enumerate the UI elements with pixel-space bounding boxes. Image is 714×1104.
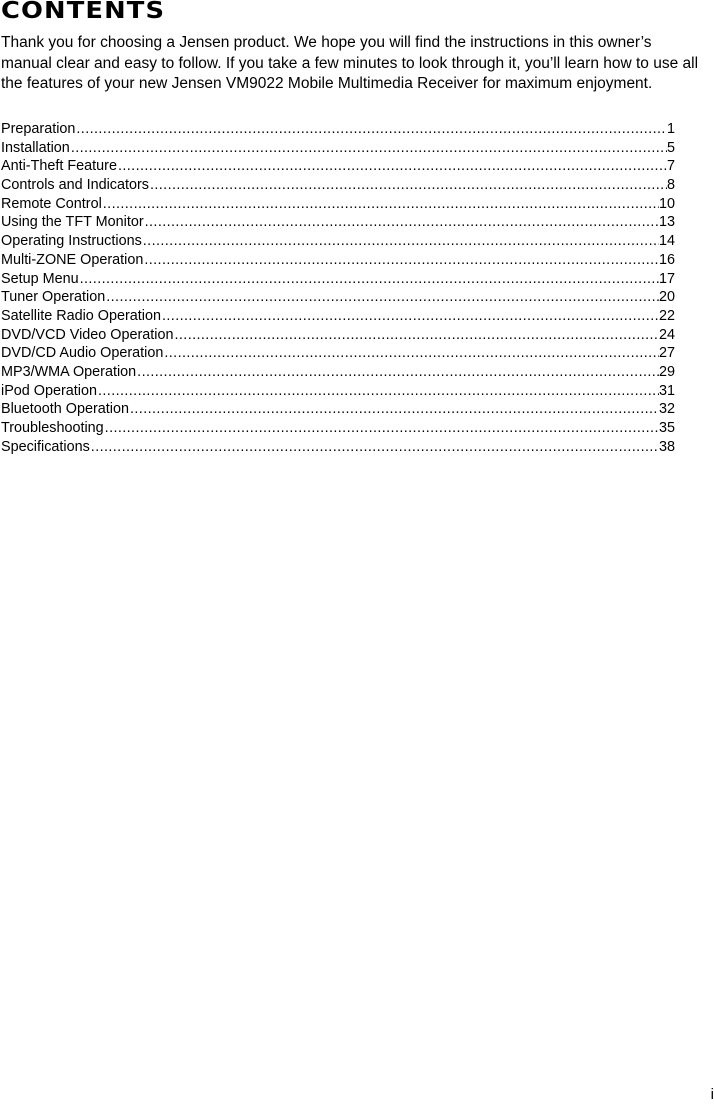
toc-entry[interactable] [1, 419, 675, 438]
toc-entry-title: Remote Control [1, 195, 102, 212]
toc-dot-leader [70, 139, 667, 158]
toc-entry-title: Multi-ZONE Operation [1, 251, 144, 268]
toc-entry[interactable] [1, 270, 675, 289]
toc-dot-leader [102, 195, 659, 214]
toc-entry-title: DVD/CD Audio Operation [1, 345, 164, 362]
toc-dot-leader [142, 232, 659, 251]
toc-entry[interactable] [1, 438, 675, 457]
toc-dot-leader [90, 438, 659, 457]
toc-entry-title: Tuner Operation [1, 289, 106, 306]
toc-entry-page: 32 [658, 401, 675, 418]
toc-entry-page: 13 [658, 214, 675, 231]
toc-entry[interactable] [1, 176, 675, 195]
toc-entry[interactable] [1, 382, 675, 401]
toc-entry-page: 27 [658, 345, 675, 362]
toc-entry[interactable] [1, 120, 675, 139]
toc-dot-leader [174, 326, 659, 345]
toc-dot-leader [161, 307, 659, 326]
toc-dot-leader [149, 176, 667, 195]
toc-dot-leader [129, 400, 659, 419]
page-number: i [710, 1086, 714, 1103]
toc-entry-title: MP3/WMA Operation [1, 363, 137, 380]
intro-paragraph: Thank you for choosing a Jensen product. We hope you will find the instructions in this owner’s manual clear and easy to follow. If you take a few minutes to look through it, you’ll learn how to use all the features of your new Jensen VM9022 Mobile Multimedia Receiver for maximum enjoyment. [1, 34, 699, 92]
toc-dot-leader [143, 251, 659, 270]
toc-entry-title: Specifications [1, 438, 90, 455]
toc-dot-leader [117, 157, 667, 176]
toc-entry-page: 14 [658, 233, 675, 250]
toc-entry-page: 38 [658, 438, 675, 455]
toc-dot-leader [104, 419, 659, 438]
page-title: CONTENTS [1, 0, 166, 24]
toc-entry-page: 7 [666, 158, 675, 175]
toc-entry-title: Using the TFT Monitor [1, 214, 144, 231]
toc-entry-page: 1 [666, 121, 675, 137]
toc-entry-title: Setup Menu [1, 270, 79, 287]
toc-dot-leader [75, 120, 667, 139]
toc-dot-leader [163, 344, 659, 363]
toc-entry-title: Troubleshooting [1, 420, 104, 436]
toc-entry[interactable] [1, 400, 675, 419]
toc-entry-title: Anti-Theft Feature [1, 158, 117, 175]
toc-entry-title: DVD/VCD Video Operation [1, 326, 174, 343]
table-of-contents [1, 120, 675, 456]
toc-entry-page: 5 [666, 139, 675, 156]
toc-entry[interactable] [1, 288, 675, 307]
toc-entry-title: Bluetooth Operation [1, 401, 130, 418]
toc-entry[interactable] [1, 232, 675, 251]
toc-entry-page: 35 [658, 420, 675, 436]
toc-entry[interactable] [1, 363, 675, 382]
toc-entry-page: 20 [658, 289, 675, 306]
toc-entry-page: 10 [658, 195, 675, 212]
toc-entry-page: 16 [658, 251, 675, 268]
toc-entry[interactable] [1, 307, 675, 326]
toc-dot-leader [144, 213, 659, 232]
toc-entry-page: 17 [658, 270, 675, 287]
toc-entry[interactable] [1, 326, 675, 345]
toc-entry-page: 24 [658, 326, 675, 343]
toc-dot-leader [97, 382, 659, 401]
toc-entry[interactable] [1, 139, 675, 158]
toc-entry-title: Installation [1, 139, 70, 156]
toc-entry-title: Preparation [1, 121, 76, 137]
toc-entry-title: iPod Operation [1, 382, 97, 399]
toc-entry-title: Satellite Radio Operation [1, 307, 161, 324]
toc-entry-page: 8 [666, 177, 675, 194]
toc-entry[interactable] [1, 213, 675, 232]
toc-entry-title: Controls and Indicators [1, 177, 149, 194]
toc-entry[interactable] [1, 251, 675, 270]
toc-entry[interactable] [1, 157, 675, 176]
toc-dot-leader [136, 363, 659, 382]
toc-entry-page: 29 [658, 363, 675, 380]
toc-entry-title: Operating Instructions [1, 233, 142, 250]
toc-entry-page: 31 [658, 382, 675, 399]
toc-dot-leader [105, 288, 659, 307]
toc-entry-page: 22 [658, 307, 675, 324]
toc-entry[interactable] [1, 195, 675, 214]
toc-entry[interactable] [1, 344, 675, 363]
toc-dot-leader [79, 270, 659, 289]
